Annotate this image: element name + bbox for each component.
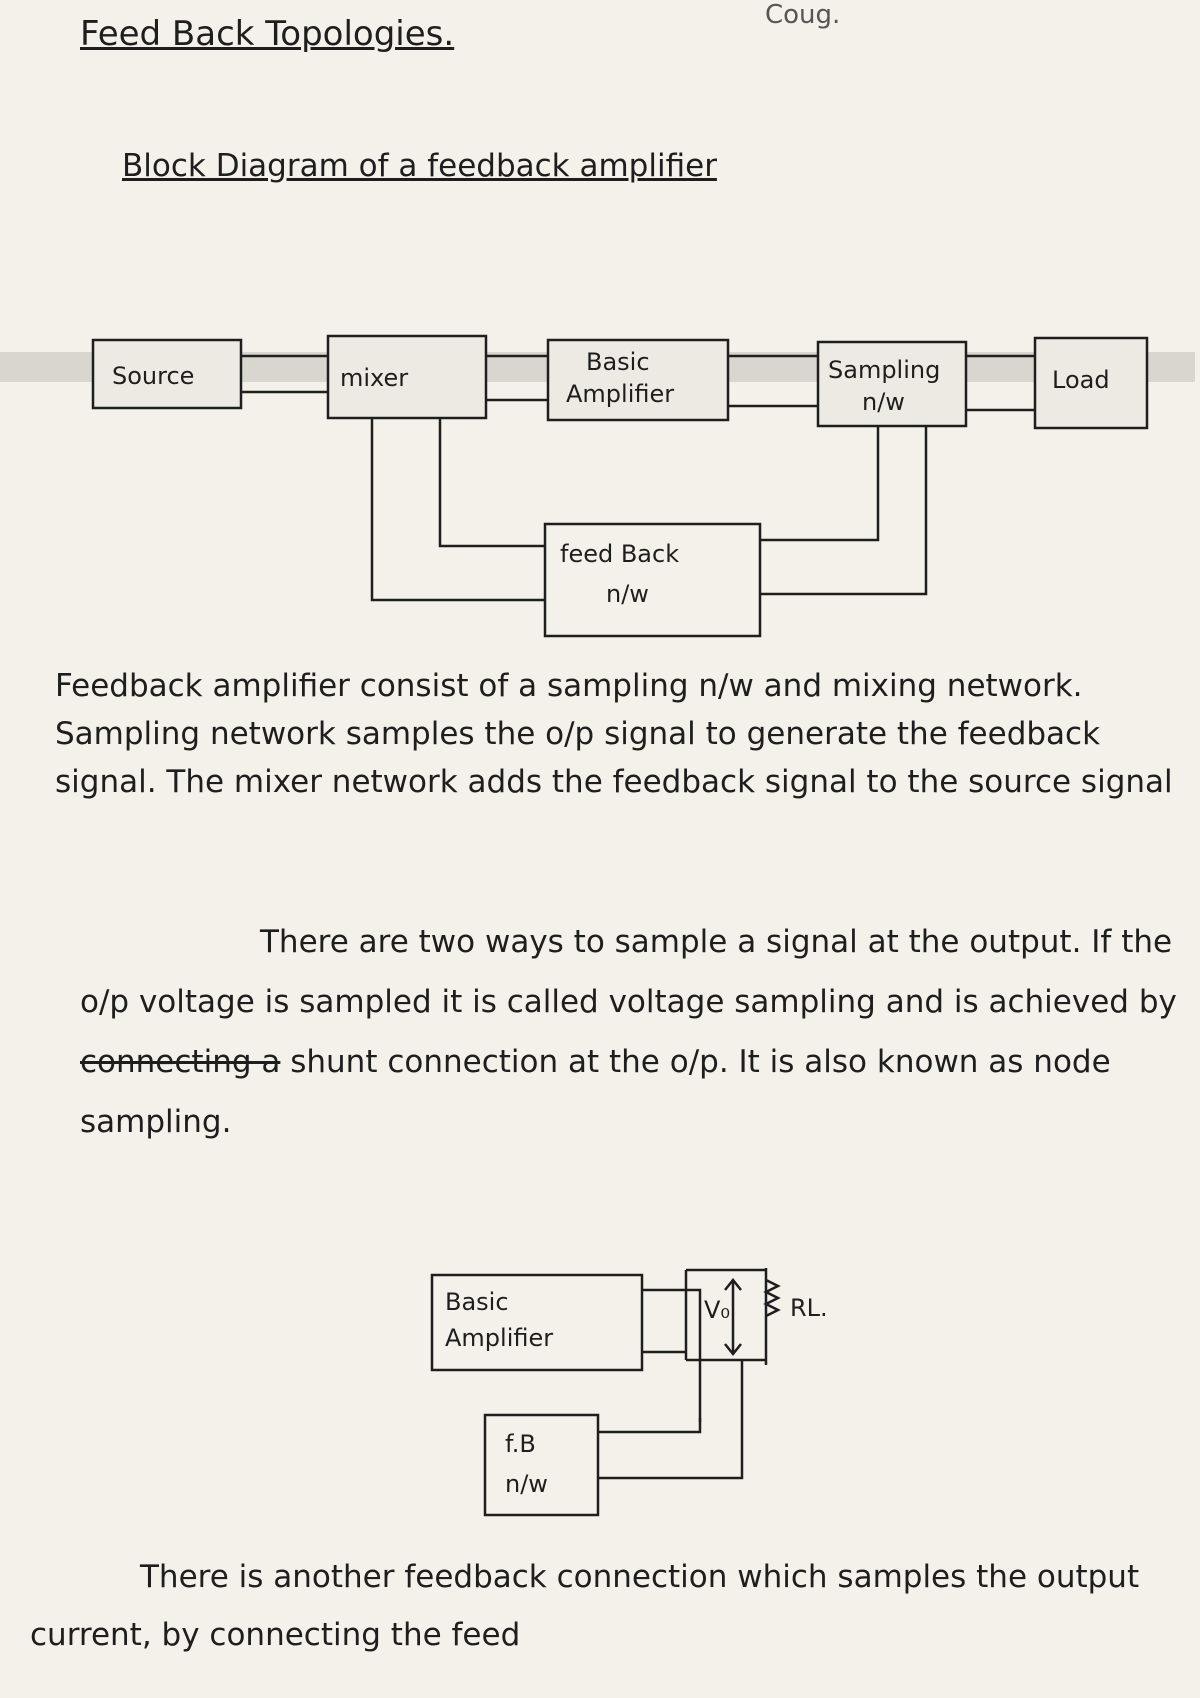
- struck-text: connecting a: [80, 1044, 281, 1080]
- feedback-label-1: feed Back: [560, 540, 680, 568]
- basic-amp-label-1: Basic: [586, 348, 650, 376]
- load-label: Load: [1052, 366, 1110, 394]
- current-sampling-text: There is another feedback connection which samples the output current, by connecting the feed: [30, 1559, 1140, 1653]
- voltage-sampling-text-2: shunt connection at the o/p. It is also known as node sampling.: [80, 1044, 1111, 1140]
- rl-label: RL.: [790, 1294, 828, 1322]
- sampling-label-2: n/w: [862, 388, 905, 416]
- vo-label: V₀: [704, 1296, 731, 1324]
- paragraph-feedback-description: Feedback amplifier consist of a sampling n/w and mixing network. Sampling network samples the o/p signal to generate the feedback signal. The mixer network adds the feedback signal to the source signal: [55, 668, 1173, 800]
- shunt-basic-label-1: Basic: [445, 1288, 509, 1316]
- paragraph-current-sampling: [30, 1548, 1180, 1664]
- shunt-fb-label-2: n/w: [505, 1470, 548, 1498]
- basic-amp-label-2: Amplifier: [566, 380, 675, 408]
- corner-mark: Coug.: [765, 0, 841, 30]
- voltage-sampling-text-1: There are two ways to sample a signal at the output. If the o/p voltage is sampled it is called voltage sampling and is achieved by: [80, 924, 1177, 1020]
- shunt-basic-label-2: Amplifier: [445, 1324, 554, 1352]
- shunt-fb-network-block: [485, 1415, 598, 1515]
- source-label: Source: [112, 362, 195, 390]
- mixer-label: mixer: [340, 364, 409, 392]
- sampling-label-1: Sampling: [828, 356, 941, 384]
- page-title: Feed Back Topologies.: [80, 14, 455, 54]
- section-subtitle: Block Diagram of a feedback amplifier: [122, 148, 717, 184]
- shunt-fb-label-1: f.B: [505, 1430, 536, 1458]
- feedback-label-2: n/w: [606, 580, 649, 608]
